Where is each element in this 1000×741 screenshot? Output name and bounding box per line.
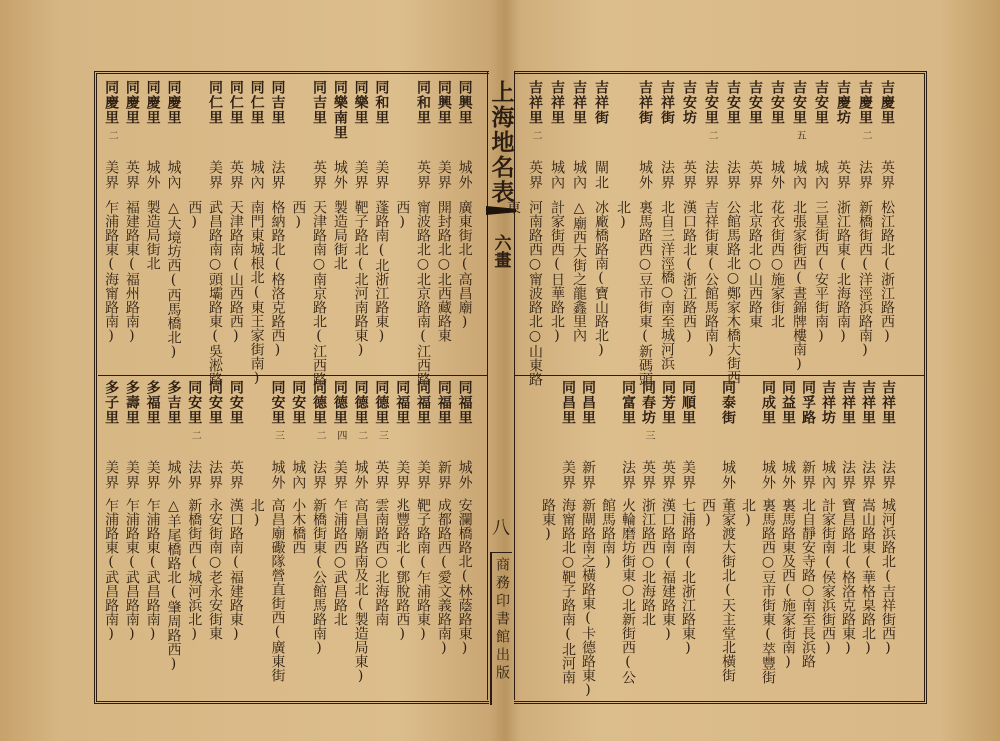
district: 城內	[290, 460, 307, 490]
place-name-number: 四	[334, 430, 346, 440]
location-description: 天津路南○南京路北(江西路	[311, 200, 328, 386]
place-name: 同和里	[373, 80, 390, 125]
location-continuation: 路東)	[540, 498, 556, 542]
place-entry	[371, 76, 392, 374]
district: 英界	[227, 460, 244, 490]
location-description: 永安街南○老永安街東	[207, 498, 224, 640]
location-description: 高昌廟路南及北(製造局東)	[352, 498, 369, 684]
location-description: 蓬路南(北浙江路東)	[373, 200, 390, 344]
place-name: 同泰街	[720, 380, 736, 425]
place-entry	[656, 76, 678, 374]
place-name: 同德里	[352, 380, 369, 425]
place-name: 吉祥里	[880, 380, 896, 425]
district: 新界	[580, 460, 596, 490]
place-name: 同福里	[456, 380, 473, 425]
place-entry	[718, 378, 738, 696]
place-name: 吉祥里	[549, 80, 565, 125]
place-entry-continuation	[502, 76, 524, 374]
place-entry	[634, 76, 656, 386]
district: 城外	[637, 160, 653, 190]
place-name: 吉祥街	[659, 80, 675, 125]
district: 城外	[352, 460, 369, 490]
place-name-number: 三	[272, 430, 284, 440]
location-description: 吉祥街東(公館馬路南)	[703, 200, 719, 358]
location-description: 製造局街北	[331, 200, 348, 270]
place-entry	[810, 76, 832, 374]
location-description: 城河浜路北(吉祥街西)	[880, 498, 896, 656]
place-name: 吉慶坊	[835, 80, 851, 125]
place-name: 同安里	[227, 380, 244, 425]
location-description: 甯波路北○北京路南(江西路	[415, 200, 432, 386]
location-description: 嵩山路東(華格臬路北)	[860, 498, 876, 656]
district: 美界	[680, 460, 696, 490]
place-entry	[163, 76, 184, 374]
district: 城內	[813, 160, 829, 190]
district: 英界	[835, 160, 851, 190]
district: 城外	[165, 460, 182, 490]
place-entry	[524, 76, 546, 386]
district: 城外	[720, 460, 736, 490]
district: 閘北	[593, 160, 609, 190]
district: 城外	[760, 460, 776, 490]
place-entry	[678, 76, 700, 374]
place-name: 同順里	[680, 380, 696, 425]
location-continuation: 西)	[394, 200, 411, 230]
place-name: 同安里	[207, 380, 224, 425]
place-name: 同吉里	[269, 80, 286, 125]
location-description: 火輪磨坊街東○北新街西(公	[620, 498, 636, 684]
district: 英界	[415, 160, 432, 190]
district: 法界	[860, 460, 876, 490]
location-description: 武昌路南○頭壩路東(吳淞路	[207, 200, 224, 386]
place-name: 多子里	[103, 380, 120, 425]
place-entry	[876, 76, 898, 374]
place-name: 吉祥里	[840, 380, 856, 425]
place-name: 同福里	[394, 380, 411, 425]
location-description: 三星街西(安平街南)	[813, 200, 829, 344]
right-page-divider	[515, 375, 925, 376]
place-name-number: 二	[860, 130, 871, 140]
place-entry	[778, 378, 798, 696]
place-name: 同孚路	[800, 380, 816, 425]
location-description: 開封路北○北西藏路東	[435, 200, 452, 342]
place-entry	[558, 378, 578, 696]
place-entry	[413, 378, 434, 696]
location-description: 海甯路北○靶子路南(北河南	[560, 498, 576, 684]
place-name: 同吉里	[311, 80, 328, 125]
location-description: 裏馬路東及西(施家街南)	[780, 498, 796, 670]
place-name: 吉祥里	[527, 80, 543, 125]
place-entry	[818, 378, 838, 696]
place-entry	[329, 76, 350, 374]
district: 城外	[780, 460, 796, 490]
district: 美界	[394, 460, 411, 490]
place-entry	[350, 76, 371, 374]
location-description: 北張家街西(晝錦牌樓南)	[791, 200, 807, 372]
district: 英界	[123, 160, 140, 190]
place-name-number: 二	[106, 130, 118, 140]
place-name: 同德里	[373, 380, 390, 425]
district: 法界	[186, 460, 203, 490]
place-name: 吉祥街	[637, 80, 653, 125]
location-description: 新橋街西(城河浜北)	[186, 498, 203, 642]
place-entry	[205, 378, 226, 696]
district: 法界	[880, 460, 896, 490]
place-entry	[433, 76, 454, 374]
place-name-number: 二	[314, 430, 326, 440]
place-entry	[658, 378, 678, 696]
place-name: 多福里	[144, 380, 161, 425]
place-name: 同富里	[620, 380, 636, 425]
district: 美界	[415, 460, 432, 490]
place-name: 同春坊	[640, 380, 656, 425]
place-name: 吉慶里	[879, 80, 895, 125]
right-page-upper-table	[505, 76, 898, 386]
place-entry	[392, 378, 413, 696]
page-number: 八	[492, 518, 510, 539]
place-entry	[225, 378, 246, 696]
location-description: 漢口路南(福建路東)	[660, 498, 676, 642]
location-description: 乍浦路西○武昌路北	[331, 498, 348, 626]
district: 法界	[311, 460, 328, 490]
place-entry-continuation	[288, 76, 309, 374]
location-continuation: 北)	[248, 498, 265, 528]
place-entry	[858, 378, 878, 696]
location-description: 製造局街北	[144, 200, 161, 270]
location-continuation: 北)	[615, 200, 631, 230]
place-name: 吉祥坊	[820, 380, 836, 425]
place-entry-continuation	[598, 378, 618, 696]
district: 英界	[660, 460, 676, 490]
district: 城外	[769, 160, 785, 190]
left-page-upper-table	[100, 76, 475, 386]
place-name: 多壽里	[123, 380, 140, 425]
district: 城內	[820, 460, 836, 490]
place-name: 同福里	[415, 380, 432, 425]
place-name: 同樂南里	[331, 80, 348, 140]
place-entry	[618, 378, 638, 696]
place-name: 同成里	[760, 380, 776, 425]
place-name: 同仁里	[207, 80, 224, 125]
place-entry	[101, 76, 122, 374]
district: 城內	[165, 160, 182, 190]
place-name: 吉安里	[725, 80, 741, 125]
location-description: 北自三洋涇橋○南至城河浜	[659, 200, 675, 370]
place-entry-continuation	[184, 76, 205, 374]
place-name: 同和里	[415, 80, 432, 125]
place-entry	[246, 76, 267, 386]
district: 美界	[331, 460, 348, 490]
place-entry	[121, 378, 142, 696]
place-name: 多吉里	[165, 380, 182, 425]
location-description: 計家街西(日華路北)	[549, 200, 565, 344]
place-entry	[433, 378, 454, 696]
location-description: 公館馬路北○鄭家木橋大街西	[725, 200, 741, 384]
location-description: 七浦路南(北浙江路東)	[680, 498, 696, 656]
place-name: 同安里	[269, 380, 286, 425]
place-entry	[454, 76, 475, 374]
location-description: 河南路西○甯波路北○山東路	[527, 200, 543, 386]
district: 美界	[352, 160, 369, 190]
location-description: 乍浦路東(武昌路南)	[103, 498, 120, 642]
place-entry-continuation	[738, 378, 758, 696]
place-entry	[678, 378, 698, 696]
location-description: 松江路北(浙江路西)	[879, 200, 895, 344]
location-description: △羊尾橋路北(肇周路西)	[165, 498, 182, 672]
place-name: 吉安里	[703, 80, 719, 125]
district: 美界	[373, 160, 390, 190]
place-name: 吉安里	[813, 80, 829, 125]
place-entry	[267, 378, 288, 696]
district: 英界	[373, 460, 390, 490]
location-description: 福建路東(福州路南)	[123, 200, 140, 344]
location-description: 北京路北○山西路東	[747, 200, 763, 328]
place-name: 吉祥街	[593, 80, 609, 125]
place-entry	[744, 76, 766, 374]
place-name: 同益里	[780, 380, 796, 425]
place-entry	[788, 76, 810, 374]
place-entry-continuation	[698, 378, 718, 696]
place-entry	[454, 378, 475, 696]
place-entry	[205, 76, 226, 386]
publisher-imprint: 商務印書館出版	[490, 552, 512, 705]
location-description: 計家街南(侯家浜街西)	[820, 498, 836, 656]
district: 城內	[571, 160, 587, 190]
district: 英界	[227, 160, 244, 190]
place-name: 同仁里	[248, 80, 265, 125]
place-entry-continuation	[612, 76, 634, 374]
place-entry	[413, 76, 434, 386]
place-name-number: 三	[376, 430, 388, 440]
district: 英界	[640, 460, 656, 490]
place-name: 同安里	[186, 380, 203, 425]
location-continuation: 北)	[740, 498, 756, 528]
district: 法界	[725, 160, 741, 190]
place-name-number: 二	[530, 130, 541, 140]
location-description: 靶子路北(北河南路東)	[352, 200, 369, 358]
place-name: 同慶里	[123, 80, 140, 125]
place-entry	[568, 76, 590, 374]
location-description: 乍浦路東(武昌路南)	[123, 498, 140, 642]
place-entry	[142, 378, 163, 696]
district: 城內	[791, 160, 807, 190]
place-name: 吉慶里	[857, 80, 873, 125]
place-entry-continuation	[246, 378, 267, 696]
place-name-number: 二	[355, 430, 367, 440]
location-description: 雲南路西○北海路南	[373, 498, 390, 626]
location-description: 漢口路北(浙江路西)	[681, 200, 697, 344]
location-description: 成都路西(愛文義路南)	[435, 498, 452, 656]
place-name: 同樂里	[352, 80, 369, 125]
district: 城外	[456, 460, 473, 490]
location-continuation: 館馬路南)	[600, 498, 616, 570]
place-entry	[758, 378, 778, 696]
location-description: 裏馬路西○豆市街東(新碼頭	[637, 200, 653, 386]
place-name: 同芳里	[660, 380, 676, 425]
district: 法界	[840, 460, 856, 490]
location-description: 安瀾橋路北(林蔭路東)	[456, 498, 473, 656]
location-description: 兆豐路北(鄧脫路西)	[394, 498, 411, 642]
district: 美界	[560, 460, 576, 490]
location-description: 乍浦路東(海甯路南)	[103, 200, 120, 344]
district: 法界	[857, 160, 873, 190]
location-description: 新閘路南之橫路東(卡德路東)	[580, 498, 596, 698]
place-name: 同仁里	[227, 80, 244, 125]
location-description: 靶子路南(乍浦路東)	[415, 498, 432, 642]
place-name: 同福里	[435, 380, 452, 425]
district: 法界	[620, 460, 636, 490]
place-name: 吉安里	[747, 80, 763, 125]
district: 新界	[435, 460, 452, 490]
place-entry	[722, 76, 744, 384]
place-entry	[288, 378, 309, 696]
location-description: 浙江路東(北海路南)	[835, 200, 851, 344]
place-entry	[121, 76, 142, 374]
place-name-number: 三	[643, 430, 654, 440]
place-name-number: 二	[189, 430, 201, 440]
right-page-lower-table	[538, 378, 898, 696]
place-name: 同昌里	[560, 380, 576, 425]
place-entry	[546, 76, 568, 374]
location-description: 冰廠橋路南(寶山路北)	[593, 200, 609, 358]
place-name: 同慶里	[165, 80, 182, 125]
district: 城外	[456, 160, 473, 190]
left-page-lower-table	[100, 378, 475, 696]
location-description: 高昌廟礮隊營直街西(廣東街	[269, 498, 286, 682]
location-description: 格納路北(格洛克路西)	[269, 200, 286, 358]
place-entry-continuation	[392, 76, 413, 374]
location-description: 寶昌路北(格洛克路東)	[840, 498, 856, 656]
book-title: 上海地名表	[487, 80, 515, 205]
stroke-section-label: 六畫	[490, 234, 511, 268]
location-description: 裏馬路西○豆市街東(萃豐街	[760, 498, 776, 684]
district: 城外	[269, 460, 286, 490]
place-name: 同慶里	[103, 80, 120, 125]
district: 城內	[248, 160, 265, 190]
district: 美界	[207, 160, 224, 190]
district: 法界	[659, 160, 675, 190]
place-entry	[350, 378, 371, 696]
place-name: 吉祥里	[860, 380, 876, 425]
location-description: 漢口路南(福建路東)	[227, 498, 244, 642]
place-name-number: 五	[794, 130, 805, 140]
location-description: 新橋街西(洋涇浜路南)	[857, 200, 873, 358]
location-continuation: 西)	[700, 498, 716, 528]
district: 城內	[549, 160, 565, 190]
place-name: 同德里	[331, 380, 348, 425]
district: 英界	[879, 160, 895, 190]
location-continuation: 西)	[290, 200, 307, 230]
place-entry	[838, 378, 858, 696]
district: 美界	[144, 460, 161, 490]
place-name: 同慶里	[144, 80, 161, 125]
place-name: 吉安里	[791, 80, 807, 125]
place-name: 吉安里	[769, 80, 785, 125]
place-entry	[101, 378, 122, 696]
place-entry	[371, 378, 392, 696]
place-entry	[309, 378, 330, 696]
place-entry	[638, 378, 658, 696]
place-entry	[798, 378, 818, 696]
district: 英界	[681, 160, 697, 190]
place-entry	[267, 76, 288, 374]
district: 美界	[435, 160, 452, 190]
place-name: 同德里	[311, 380, 328, 425]
district: 城外	[144, 160, 161, 190]
location-description: 花衣街西○施家街北	[769, 200, 785, 328]
location-description: 小木橋西	[290, 498, 307, 554]
place-entry	[309, 76, 330, 386]
district: 法界	[269, 160, 286, 190]
place-entry	[184, 378, 205, 696]
place-entry	[854, 76, 876, 374]
place-name: 吉祥里	[571, 80, 587, 125]
district: 新界	[800, 460, 816, 490]
district: 英界	[311, 160, 328, 190]
place-entry	[578, 378, 598, 696]
location-description: 新橋街東(公館馬路南)	[311, 498, 328, 656]
district: 英界	[747, 160, 763, 190]
district: 城外	[331, 160, 348, 190]
location-description: 乍浦路東(武昌路南)	[144, 498, 161, 642]
district: 英界	[527, 160, 543, 190]
location-description: 董家渡大街北(天主堂北橫街	[720, 498, 736, 682]
place-name: 同昌里	[580, 380, 596, 425]
location-description: 天津路南(山西路西)	[227, 200, 244, 344]
place-entry	[225, 76, 246, 374]
location-continuation: 東	[505, 200, 521, 214]
place-name: 同安里	[290, 380, 307, 425]
place-entry	[878, 378, 898, 696]
place-entry-continuation	[538, 378, 558, 696]
place-name: 同興里	[456, 80, 473, 125]
district: 美界	[103, 460, 120, 490]
place-entry	[329, 378, 350, 696]
district: 美界	[103, 160, 120, 190]
place-entry	[163, 378, 184, 696]
district: 法界	[703, 160, 719, 190]
location-description: △廟西大街之龍鑫里內	[571, 200, 587, 342]
district: 法界	[207, 460, 224, 490]
place-entry	[142, 76, 163, 374]
place-entry	[766, 76, 788, 374]
location-description: 北自靜安寺路○南至長浜路	[800, 498, 816, 668]
location-continuation: 西)	[186, 200, 203, 230]
location-description: △大境坊西(西馬橋北)	[165, 200, 182, 360]
location-description: 南門東城根北(東王家街南)	[248, 200, 265, 386]
place-entry	[700, 76, 722, 374]
location-description: 浙江路西○北海路北	[640, 498, 656, 626]
place-entry	[590, 76, 612, 374]
district: 美界	[123, 460, 140, 490]
place-name: 同興里	[435, 80, 452, 125]
location-description: 廣東街北(高昌廟)	[456, 200, 473, 330]
place-entry	[832, 76, 854, 374]
place-name-number: 二	[706, 130, 717, 140]
place-name: 吉安坊	[681, 80, 697, 125]
